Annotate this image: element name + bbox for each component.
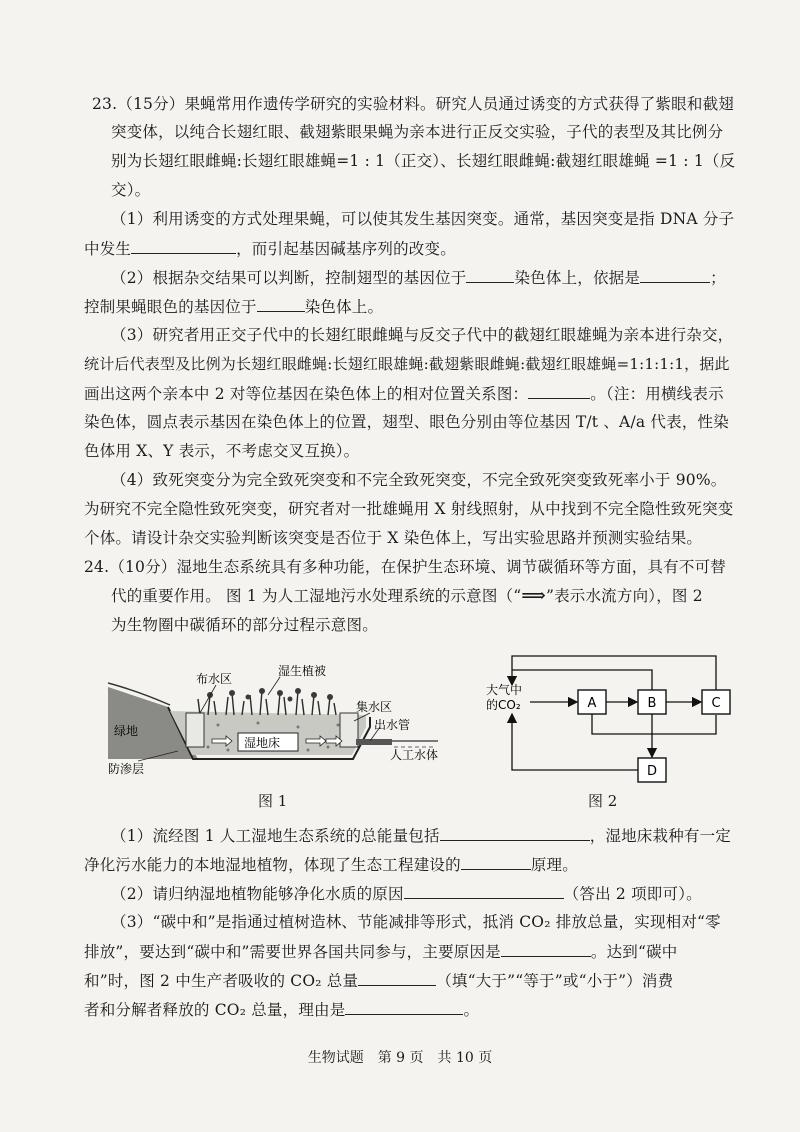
water-flow-arrow-icon: ⟹	[521, 586, 546, 606]
answer-blank[interactable]	[501, 941, 591, 957]
distribution-zone	[186, 713, 204, 747]
label-wetland-bed: 湿地床	[244, 736, 281, 750]
q23-part3-line-5: 色体用 X、Y 表示，不考虑交叉互换）。	[84, 442, 360, 460]
q24-part3-line-3: 和”时，图 2 中生产者吸收的 CO₂ 总量 （填“大于”“等于”或“小于”）消费	[84, 972, 674, 990]
outlet-pipe	[356, 739, 392, 745]
q23-part1-line-1: （1）利用诱变的方式处理果蝇，可以使其发生基因突变。通常，基因突变是指 DNA 分子	[111, 210, 735, 228]
collection-zone	[340, 713, 358, 747]
page-footer: 生物试题 第 9 页 共 10 页	[307, 1050, 493, 1066]
q23-part4-line-1: （4）致死突变分为完全致死突变和不完全致死突变，不完全致死突变致死率小于 90%。	[111, 471, 727, 489]
q23-part3-line-1: （3）研究者用正交子代中的长翅红眼雌蝇与反交子代中的截翅红眼雄蝇为亲本进行杂交，	[111, 326, 734, 344]
figure-1-caption: 图 1	[258, 792, 288, 810]
atmosphere-label-2: 的CO₂	[486, 698, 521, 712]
label-liner: 防渗层	[108, 762, 145, 775]
q23-part4-line-2: 为研究不完全隐性致死突变，研究者对一批雄蝇用 X 射线照射，从中找到不完全隐性致死突变	[84, 500, 734, 518]
answer-blank[interactable]	[528, 383, 590, 399]
q24-part2-line: （2）请归纳湿地植物能够净化水质的原因 （答出 2 项即可）。	[111, 885, 702, 903]
node-a-label: A	[587, 696, 597, 711]
answer-blank[interactable]	[345, 999, 463, 1015]
answer-blank[interactable]	[461, 854, 531, 870]
figure-2-caption: 图 2	[588, 792, 618, 810]
q24-part3-line-1: （3）“碳中和”是指通过植树造林、节能减排等形式，抵消 CO₂ 排放总量，实现相对“零	[111, 913, 721, 931]
answer-blank[interactable]	[466, 267, 514, 283]
q23-part1-line-2: 中发生 ，而引起基因碱基序列的改变。	[84, 240, 456, 258]
q24-intro-line-1: 24.（10分）湿地生态系统具有多种功能，在保护生态环境、调节碳循环等方面，具有不可替	[84, 558, 726, 576]
atmosphere-label-1: 大气中	[486, 683, 523, 697]
q23-part3-line-2: 统计后代表型及比例为长翅红眼雌蝇:长翅红眼雄蝇:截翅紫眼雌蝇:截翅红眼雄蝇=1:1:1:1，据此	[84, 355, 730, 373]
q24-part1-line-1: （1）流经图 1 人工湿地生态系统的总能量包括 ，湿地床栽种有一定	[111, 827, 731, 845]
q23-intro-line-4: 交）。	[111, 181, 151, 199]
q24-intro-line-2: 代的重要作用。 图 1 为人工湿地污水处理系统的示意图（“⟹”表示水流方向），图 2	[111, 586, 703, 606]
node-d-label: D	[646, 764, 658, 779]
label-wetland-plants: 湿生植被	[278, 664, 327, 678]
label-green-land: 绿地	[114, 724, 139, 738]
figure-2-carbon-cycle	[478, 652, 740, 787]
q23-part3-line-4: 染色体，圆点表示基因在染色体上的位置，翅型、眼色分别由等位基因 T/t 、A/a 代表，性染	[84, 413, 729, 431]
q23-intro-line-3: 别为长翅红眼雌蝇:长翅红眼雄蝇=1 : 1（正交）、长翅红眼雌蝇:截翅红眼雄蝇 =1 : 1（反	[111, 152, 736, 170]
q23-part2-line-2: 控制果蝇眼色的基因位于 染色体上。	[84, 298, 384, 316]
answer-blank[interactable]	[131, 238, 236, 254]
q23-intro-line-1: 23.（15分）果蝇常用作遗传学研究的实验材料。研究人员通过诱变的方式获得了紫眼和截翅	[92, 95, 734, 113]
q23-part3-line-3: 画出这两个亲本中 2 对等位基因在染色体上的相对位置关系图： 。（注：用横线表示	[84, 385, 724, 403]
answer-blank[interactable]	[640, 267, 710, 283]
q24-part3-line-4: 者和分解者释放的 CO₂ 总量，理由是 。	[84, 1001, 480, 1019]
answer-blank[interactable]	[257, 296, 305, 312]
answer-blank[interactable]	[358, 970, 436, 986]
q24-part1-line-2: 净化污水能力的本地湿地植物，体现了生态工程建设的 原理。	[84, 856, 578, 874]
figure-1-wetland-diagram	[108, 655, 438, 775]
label-distribution-zone: 布水区	[196, 672, 233, 686]
label-collection-zone: 集水区	[356, 700, 393, 714]
q23-part4-line-3: 个体。请设计杂交实验判断该突变是否位于 X 染色体上，写出实验思路并预测实验结果。	[84, 529, 703, 547]
q23-part2-line-1: （2）根据杂交结果可以判断，控制翅型的基因位于 染色体上，依据是 ；	[111, 269, 726, 287]
answer-blank[interactable]	[404, 883, 564, 899]
node-c-label: C	[711, 696, 721, 711]
label-water-body: 人工水体	[390, 748, 438, 762]
label-outlet-pipe: 出水管	[374, 718, 411, 732]
node-b-label: B	[647, 696, 657, 711]
q24-intro-line-3: 为生物圈中碳循环的部分过程示意图。	[111, 616, 378, 634]
answer-blank[interactable]	[440, 825, 590, 841]
q24-part3-line-2: 排放”，要达到“碳中和”需要世界各国共同参与，主要原因是 。达到“碳中	[84, 943, 678, 961]
q23-intro-line-2: 突变体，以纯合长翅红眼、截翅紫眼果蝇为亲本进行正反交实验，子代的表型及其比例分	[111, 123, 724, 141]
carbon-flow-arrows	[512, 656, 716, 770]
